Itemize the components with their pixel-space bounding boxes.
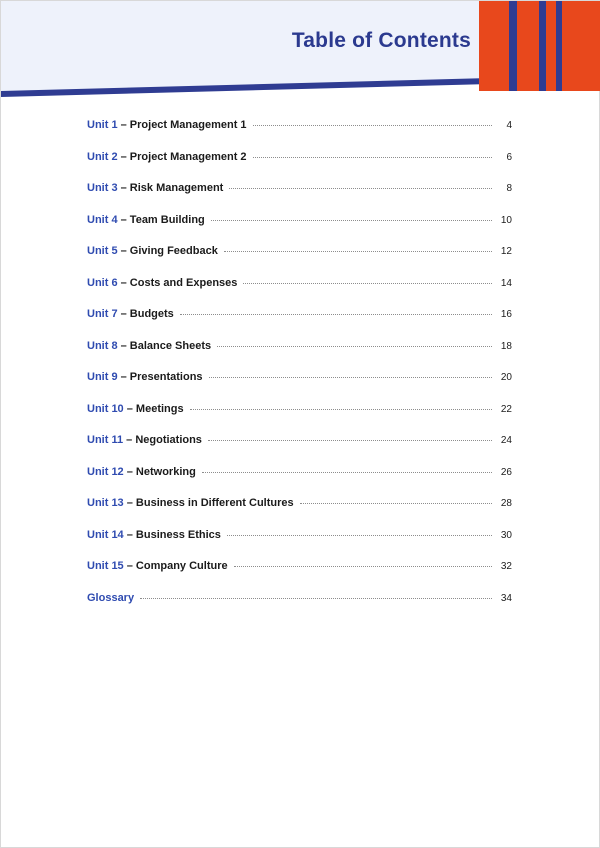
toc-entry-unit: Unit 4 xyxy=(87,213,118,226)
toc-entry[interactable] xyxy=(87,119,512,151)
toc-entry[interactable] xyxy=(87,245,512,277)
orange-bar-3 xyxy=(546,1,556,91)
toc-entry-page-number: 20 xyxy=(500,372,512,383)
toc-entry-title: Team Building xyxy=(129,213,205,226)
toc-entry-label xyxy=(87,403,184,415)
toc-entry-title: Presentations xyxy=(129,371,203,383)
table-of-contents-list xyxy=(87,119,512,623)
toc-entry-separator: – xyxy=(117,371,130,383)
toc-entry-leader-dots xyxy=(300,502,492,504)
toc-entry-label xyxy=(87,371,203,383)
toc-entry-page-number: 26 xyxy=(500,466,512,478)
toc-entry[interactable] xyxy=(87,529,512,561)
toc-entry-page-number: 8 xyxy=(506,183,512,194)
toc-entry-leader-dots xyxy=(234,565,492,567)
toc-entry-title: Meetings xyxy=(135,402,184,415)
toc-entry-page-number: 10 xyxy=(500,214,512,226)
toc-entry-label xyxy=(87,182,223,194)
toc-entry[interactable] xyxy=(87,371,512,403)
toc-entry-page-number: 18 xyxy=(500,340,512,352)
toc-entry[interactable] xyxy=(87,151,512,183)
toc-entry[interactable] xyxy=(87,497,512,529)
toc-entry-unit: Unit 11 xyxy=(87,434,124,446)
toc-entry-title: Balance Sheets xyxy=(129,339,212,352)
toc-entry-leader-dots xyxy=(140,597,492,599)
toc-entry-unit: Unit 10 xyxy=(87,402,124,415)
toc-entry-leader-dots xyxy=(190,408,492,410)
toc-entry-separator: – xyxy=(117,245,130,257)
toc-entry-leader-dots xyxy=(209,376,492,378)
toc-entry[interactable] xyxy=(87,592,512,624)
toc-entry-separator: – xyxy=(123,465,136,478)
toc-entry-unit: Unit 12 xyxy=(87,465,124,478)
toc-entry-separator: – xyxy=(117,182,130,194)
toc-entry-title: Business in Different Cultures xyxy=(135,497,294,509)
toc-entry-leader-dots xyxy=(253,124,492,126)
toc-entry-unit: Unit 13 xyxy=(87,497,124,509)
blue-bar-2 xyxy=(539,1,546,91)
toc-entry-leader-dots xyxy=(211,219,492,221)
toc-entry-leader-dots xyxy=(229,187,492,189)
toc-entry-page-number: 28 xyxy=(500,498,512,509)
toc-entry-unit: Unit 15 xyxy=(87,560,124,572)
orange-bar-2 xyxy=(517,1,539,91)
toc-entry-page-number: 6 xyxy=(506,151,512,163)
toc-entry-title: Project Management 1 xyxy=(129,119,247,131)
toc-entry-page-number: 22 xyxy=(500,403,512,415)
toc-entry[interactable] xyxy=(87,340,512,372)
toc-entry-title: Giving Feedback xyxy=(129,245,218,257)
toc-entry-unit: Glossary xyxy=(87,591,135,604)
toc-entry-leader-dots xyxy=(227,534,492,536)
toc-entry[interactable] xyxy=(87,214,512,246)
toc-entry-unit: Unit 14 xyxy=(87,528,124,541)
toc-entry-label xyxy=(87,434,202,446)
toc-entry[interactable] xyxy=(87,403,512,435)
toc-entry-separator: – xyxy=(117,308,130,320)
toc-entry-separator: – xyxy=(117,213,130,226)
toc-entry-unit: Unit 1 xyxy=(87,119,118,131)
toc-entry-label xyxy=(87,119,247,131)
toc-entry-title: Costs and Expenses xyxy=(129,276,238,289)
page-title: Table of Contents xyxy=(291,29,471,52)
orange-bar-4 xyxy=(562,1,600,91)
toc-entry[interactable] xyxy=(87,182,512,214)
toc-entry-label xyxy=(87,214,205,226)
toc-entry-unit: Unit 8 xyxy=(87,339,118,352)
toc-entry-page-number: 24 xyxy=(500,435,512,446)
toc-entry-leader-dots xyxy=(243,282,492,284)
toc-entry-separator: – xyxy=(117,150,130,163)
toc-entry-leader-dots xyxy=(217,345,492,347)
toc-entry-title: Budgets xyxy=(129,308,174,320)
toc-entry-label xyxy=(87,340,211,352)
toc-entry-unit: Unit 5 xyxy=(87,245,118,257)
toc-entry-title: Company Culture xyxy=(135,560,228,572)
toc-entry[interactable] xyxy=(87,560,512,592)
toc-entry-leader-dots xyxy=(180,313,492,315)
toc-entry-page-number: 32 xyxy=(500,561,512,572)
toc-entry-separator: – xyxy=(123,497,136,509)
toc-entry-page-number: 34 xyxy=(500,592,512,604)
toc-entry-page-number: 4 xyxy=(506,120,512,131)
orange-bar-1 xyxy=(479,1,509,91)
toc-entry-separator: – xyxy=(117,276,130,289)
toc-entry-leader-dots xyxy=(224,250,492,252)
toc-entry-leader-dots xyxy=(253,156,492,158)
toc-entry[interactable] xyxy=(87,434,512,466)
toc-entry-separator: – xyxy=(117,339,130,352)
toc-entry-leader-dots xyxy=(202,471,492,473)
toc-entry-unit: Unit 3 xyxy=(87,182,118,194)
toc-entry-page-number: 14 xyxy=(500,277,512,289)
toc-entry-label xyxy=(87,151,247,163)
toc-entry-page-number: 16 xyxy=(500,309,512,320)
blue-bar-1 xyxy=(509,1,517,91)
toc-entry-title: Project Management 2 xyxy=(129,150,247,163)
toc-entry-label xyxy=(87,560,228,572)
toc-entry-unit: Unit 2 xyxy=(87,150,118,163)
toc-entry-title: Business Ethics xyxy=(135,528,221,541)
toc-entry-separator: – xyxy=(123,434,136,446)
toc-entry-separator: – xyxy=(123,560,136,572)
toc-entry[interactable] xyxy=(87,308,512,340)
page-header xyxy=(1,1,600,97)
toc-entry-page-number: 30 xyxy=(500,529,512,541)
toc-entry[interactable] xyxy=(87,277,512,309)
toc-entry-title: Networking xyxy=(135,465,196,478)
toc-entry-label xyxy=(87,245,218,257)
toc-entry-unit: Unit 9 xyxy=(87,371,118,383)
toc-entry-separator: – xyxy=(117,119,130,131)
toc-entry-page-number: 12 xyxy=(500,246,512,257)
toc-entry-separator: – xyxy=(123,402,136,415)
toc-entry-title: Risk Management xyxy=(129,182,224,194)
header-decorative-bars xyxy=(479,1,600,91)
toc-entry-label xyxy=(87,466,196,478)
toc-entry-title: Negotiations xyxy=(135,434,202,446)
toc-entry-leader-dots xyxy=(208,439,492,441)
toc-entry-label xyxy=(87,529,221,541)
toc-entry-label xyxy=(87,277,237,289)
toc-entry-label xyxy=(87,308,174,320)
toc-entry-unit: Unit 6 xyxy=(87,276,118,289)
toc-entry[interactable] xyxy=(87,466,512,498)
toc-entry-label xyxy=(87,497,294,509)
toc-entry-separator: – xyxy=(123,528,136,541)
toc-entry-unit: Unit 7 xyxy=(87,308,118,320)
toc-entry-label xyxy=(87,592,134,604)
